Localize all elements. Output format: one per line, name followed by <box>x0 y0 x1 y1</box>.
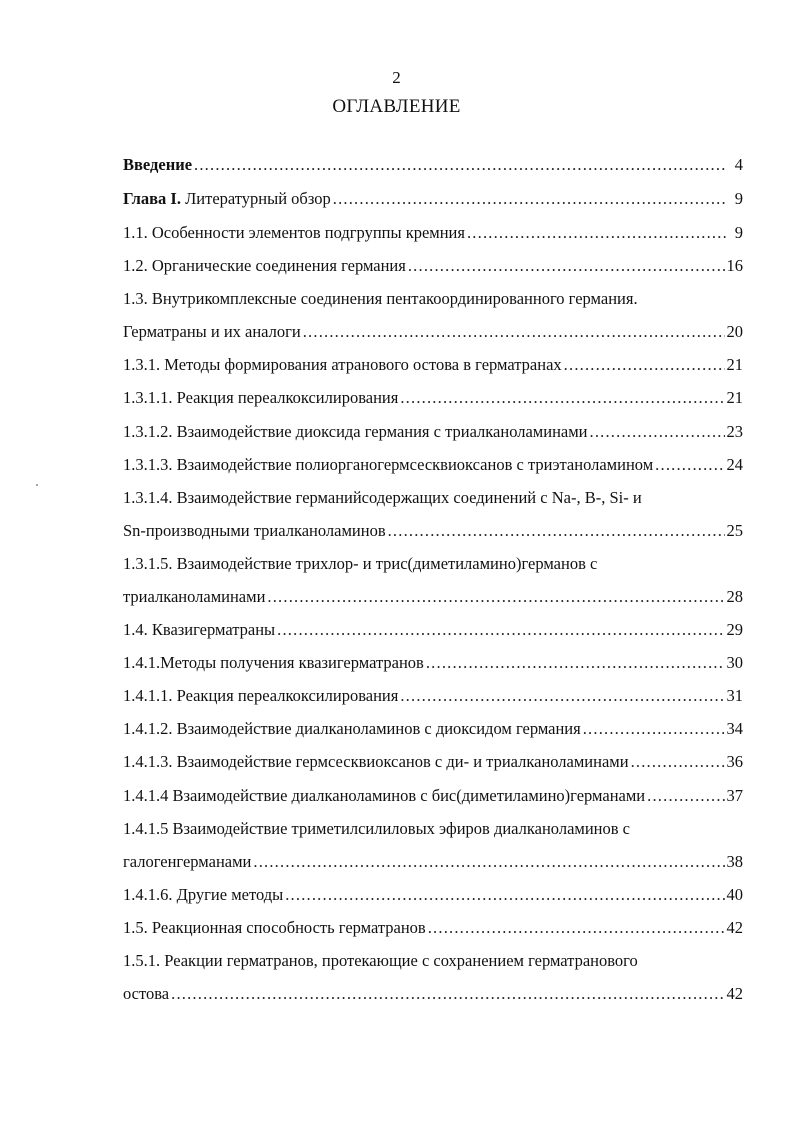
toc-entry-page: 36 <box>726 752 743 771</box>
toc-entry <box>123 320 743 344</box>
toc-entry-page: 42 <box>726 918 743 937</box>
dot-leader <box>583 717 725 741</box>
toc-entry-label: 1.1. Особенности элементов подгруппы кремния <box>123 223 465 242</box>
toc-entry-label: 1.4.1.6. Другие методы <box>123 885 284 904</box>
toc-entry <box>123 519 743 543</box>
dot-leader <box>631 750 725 774</box>
toc-entry <box>123 287 652 311</box>
toc-entry-page: 31 <box>726 686 743 705</box>
toc-entry-page: 21 <box>726 355 743 374</box>
dot-leader <box>194 153 727 177</box>
dot-leader <box>285 883 724 907</box>
dot-leader <box>647 784 724 808</box>
dot-leader <box>303 320 725 344</box>
toc-entry-label: 1.4.1.Методы получения квазигерматранов <box>123 653 424 672</box>
page-title: ОГЛАВЛЕНИЕ <box>332 96 461 117</box>
toc-entry-page: 9 <box>734 189 743 208</box>
toc-entry-page: 37 <box>726 786 743 805</box>
toc-entry <box>123 486 656 510</box>
toc-entry-label: 1.3. Внутрикомплексные соединения пентакоординированного германия. <box>123 289 638 308</box>
toc-entry <box>123 153 743 177</box>
toc-entry-page: 23 <box>726 422 743 441</box>
toc-entry-label: 1.4. Квазигерматраны <box>123 620 276 639</box>
toc-entry <box>123 850 743 874</box>
toc-entry-label: галогенгерманами <box>123 852 252 871</box>
toc-entry-label: 1.3.1. Методы формирования атранового остова в герматранах <box>123 355 562 374</box>
toc-entry-label: Глава I. Литературный обзор <box>123 189 331 208</box>
toc-entry-label: 1.3.1.3. Взаимодействие полиорганогермсесквиоксанов с триэтаноламином <box>123 455 654 474</box>
dot-leader <box>388 519 725 543</box>
toc-entry <box>123 552 611 576</box>
toc-entry <box>123 187 743 211</box>
toc-entry-page: 9 <box>734 223 743 242</box>
dot-leader <box>655 453 724 477</box>
toc-entry-label: 1.3.1.4. Взаимодействие германийсодержащих соединений с Na-, В-, Si- и <box>123 488 642 507</box>
toc-entry-label: 1.3.1.2. Взаимодействие диоксида германия с триалканоламинами <box>123 422 588 441</box>
toc-entry <box>123 618 743 642</box>
toc-entry-label: 1.4.1.5 Взаимодействие триметилсилиловых эфиров диалканоламинов с <box>123 819 630 838</box>
toc-entry-page: 24 <box>726 455 743 474</box>
toc-entry-label: Введение <box>123 155 193 174</box>
toc-entry-label: остова <box>123 984 170 1003</box>
toc-entry-page: 42 <box>726 984 743 1003</box>
toc-entry-page: 4 <box>734 155 743 174</box>
toc-entry-label: Герматраны и их аналоги <box>123 322 301 341</box>
toc-entry <box>123 453 743 477</box>
page-number: 2 <box>392 68 401 87</box>
dot-leader <box>564 353 725 377</box>
dot-leader <box>408 254 725 278</box>
toc-entry <box>123 982 743 1006</box>
toc-entry <box>123 916 743 940</box>
toc-entry <box>123 651 743 675</box>
toc-entry-label: 1.5.1. Реакции герматранов, протекающие с сохранением герматранового <box>123 951 638 970</box>
toc-entry <box>123 717 743 741</box>
toc-entry-page: 29 <box>726 620 743 639</box>
toc-entry-page: 34 <box>726 719 743 738</box>
toc-entry <box>123 221 743 245</box>
dot-leader <box>400 386 724 410</box>
dot-leader <box>333 187 727 211</box>
toc-entry-label: 1.4.1.3. Взаимодействие гермсесквиоксанов с ди- и триалканоламинами <box>123 752 629 771</box>
toc-entry-page: 30 <box>726 653 743 672</box>
toc-entry-page: 38 <box>726 852 743 871</box>
dot-leader <box>590 420 725 444</box>
toc-entry <box>123 353 743 377</box>
toc-entry <box>123 949 652 973</box>
toc-entry <box>123 883 743 907</box>
toc-entry-label: 1.4.1.4 Взаимодействие диалканоламинов с бис(диметиламино)германами <box>123 786 646 805</box>
toc-entry <box>123 585 743 609</box>
toc-entry <box>123 817 644 841</box>
toc-entry-label: 1.3.1.5. Взаимодействие трихлор- и трис(диметиламино)германов с <box>123 554 598 573</box>
toc-entry <box>123 420 743 444</box>
toc-entry-label: Sn-производными триалканоламинов <box>123 521 386 540</box>
toc-entry-label: 1.4.1.1. Реакция переалкоксилирования <box>123 686 399 705</box>
dot-leader <box>400 684 724 708</box>
toc-entry-page: 20 <box>726 322 743 341</box>
toc-entry-page: 25 <box>726 521 743 540</box>
toc-entry <box>123 684 743 708</box>
toc-entry <box>123 784 743 808</box>
dot-leader <box>267 585 724 609</box>
dot-leader <box>277 618 724 642</box>
toc-entry-page: 40 <box>726 885 743 904</box>
dot-leader <box>253 850 724 874</box>
scan-speck <box>36 484 38 486</box>
toc-entry-label: 1.3.1.1. Реакция переалкоксилирования <box>123 388 399 407</box>
dot-leader <box>426 651 725 675</box>
toc-entry-label: 1.5. Реакционная способность герматранов <box>123 918 426 937</box>
toc-entry <box>123 386 743 410</box>
toc-entry-label: 1.4.1.2. Взаимодействие диалканоламинов с диоксидом германия <box>123 719 581 738</box>
toc-entry-page: 21 <box>726 388 743 407</box>
toc-entry-page: 28 <box>726 587 743 606</box>
toc-entry-page: 16 <box>726 256 743 275</box>
toc-entry-label: 1.2. Органические соединения германия <box>123 256 406 275</box>
toc-entry <box>123 254 743 278</box>
toc-entry-label: триалканоламинами <box>123 587 266 606</box>
toc-entry <box>123 750 743 774</box>
dot-leader <box>467 221 727 245</box>
dot-leader <box>171 982 724 1006</box>
dot-leader <box>428 916 725 940</box>
